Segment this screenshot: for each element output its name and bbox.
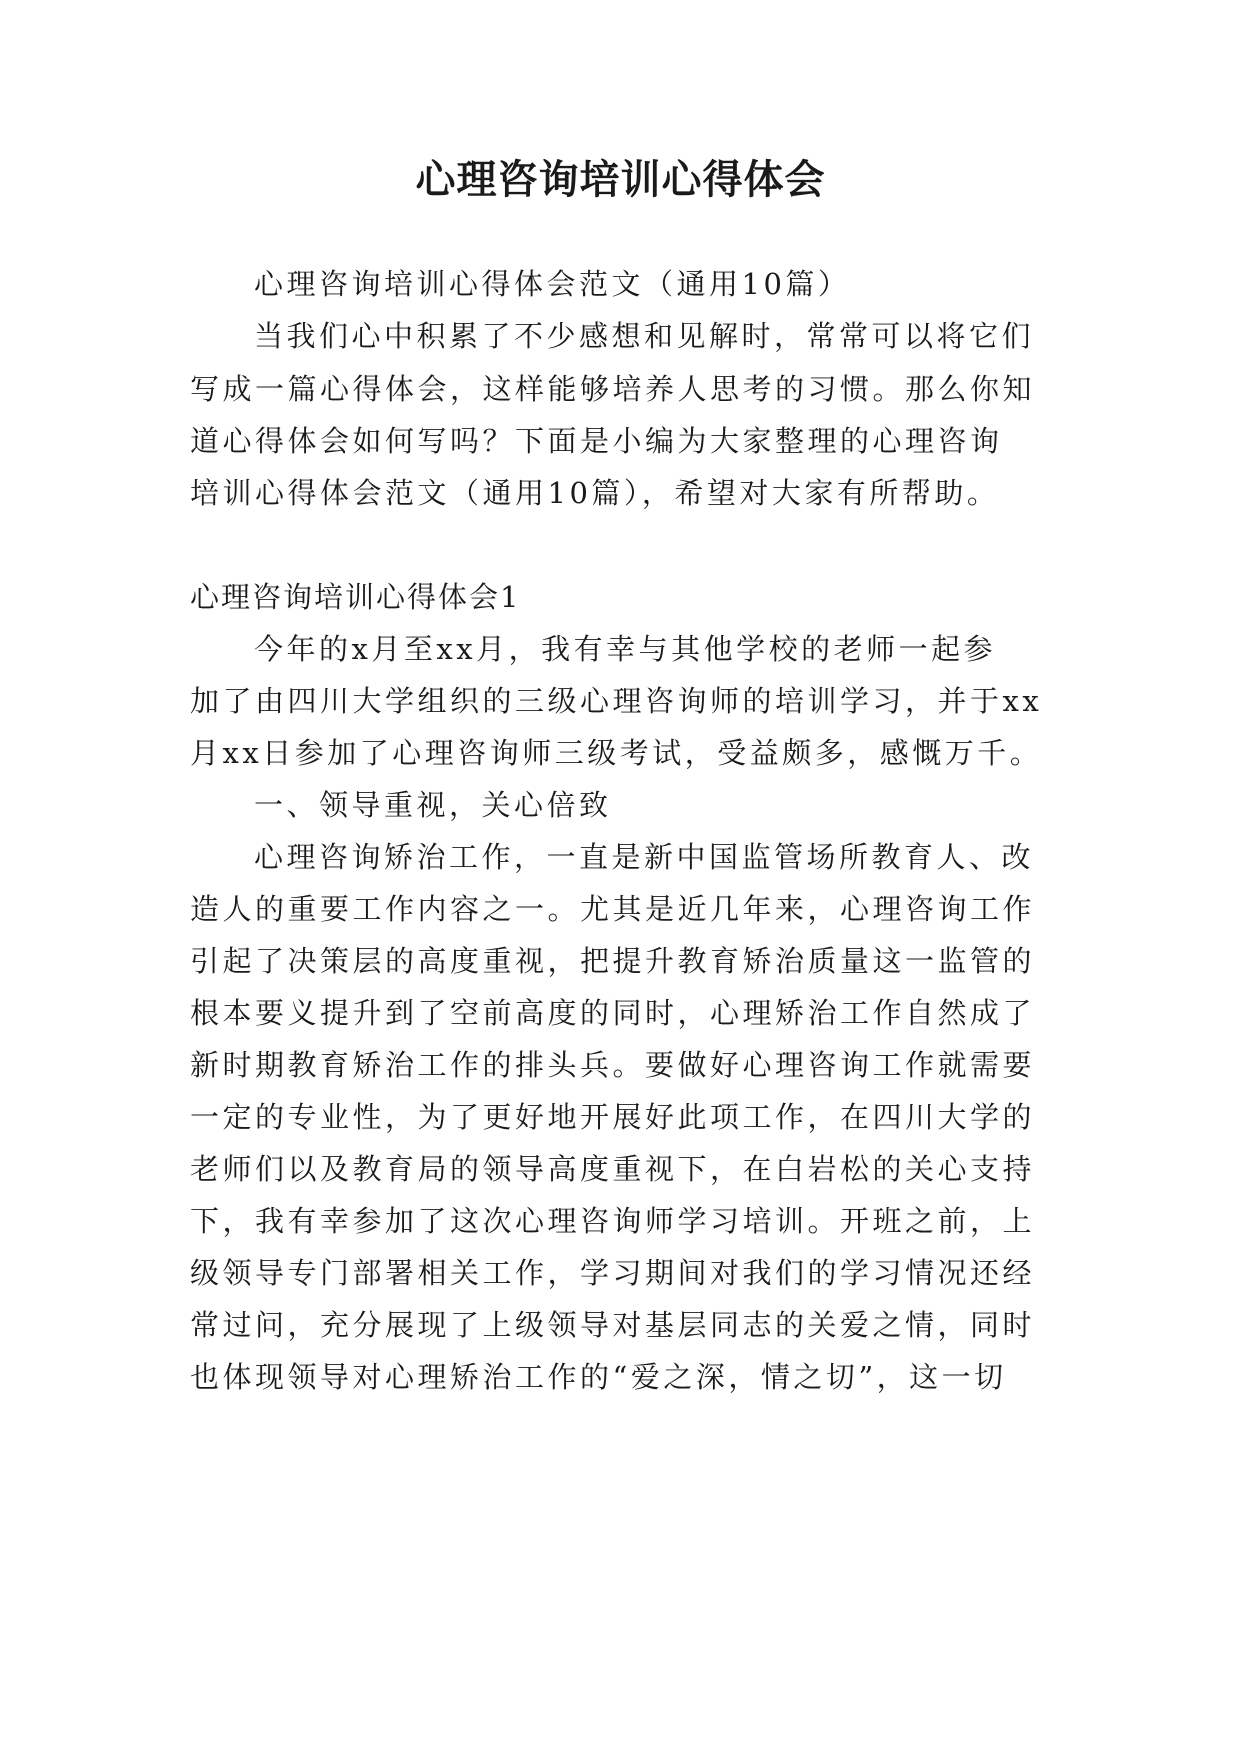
section-heading: 心理咨询培训心得体会1 xyxy=(190,580,521,614)
subsection-heading: 一、领导重视，关心倍致 xyxy=(254,788,612,822)
paragraph-line: 培训心得体会范文（通用10篇），希望对大家有所帮助。 xyxy=(190,476,1000,510)
paragraph-line: 根本要义提升到了空前高度的同时，心理矫治工作自然成了 xyxy=(190,996,1036,1030)
paragraph-line: 也体现领导对心理矫治工作的“爱之深，情之切”，这一切 xyxy=(190,1360,1007,1394)
paragraph-line: 道心得体会如何写吗？下面是小编为大家整理的心理咨询 xyxy=(190,424,1003,458)
paragraph-line: 下，我有幸参加了这次心理咨询师学习培训。开班之前，上 xyxy=(190,1204,1036,1238)
paragraph-line: 老师们以及教育局的领导高度重视下，在白岩松的关心支持 xyxy=(190,1152,1036,1186)
paragraph-line: 级领导专门部署相关工作，学习期间对我们的学习情况还经 xyxy=(190,1256,1036,1290)
paragraph-line: 月xx日参加了心理咨询师三级考试，受益颇多，感慨万千。 xyxy=(190,736,1043,770)
paragraph-line: 写成一篇心得体会，这样能够培养人思考的习惯。那么你知 xyxy=(190,372,1036,406)
paragraph-line: 今年的x月至xx月，我有幸与其他学校的老师一起参 xyxy=(254,632,997,666)
paragraph-line: 引起了决策层的高度重视，把提升教育矫治质量这一监管的 xyxy=(190,944,1036,978)
paragraph-line: 新时期教育矫治工作的排头兵。要做好心理咨询工作就需要 xyxy=(190,1048,1036,1082)
paragraph-line: 常过问，充分展现了上级领导对基层同志的关爱之情，同时 xyxy=(190,1308,1036,1342)
paragraph-line: 心理咨询矫治工作，一直是新中国监管场所教育人、改 xyxy=(254,840,1035,874)
intro-subtitle: 心理咨询培训心得体会范文（通用10篇） xyxy=(254,267,851,301)
paragraph-line: 当我们心中积累了不少感想和见解时，常常可以将它们 xyxy=(254,319,1035,353)
paragraph-line: 造人的重要工作内容之一。尤其是近几年来，心理咨询工作 xyxy=(190,892,1036,926)
document-title: 心理咨询培训心得体会 xyxy=(415,156,826,203)
paragraph-line: 加了由四川大学组织的三级心理咨询师的培训学习，并于xx xyxy=(190,684,1043,718)
paragraph-line: 一定的专业性，为了更好地开展好此项工作，在四川大学的 xyxy=(190,1100,1036,1134)
